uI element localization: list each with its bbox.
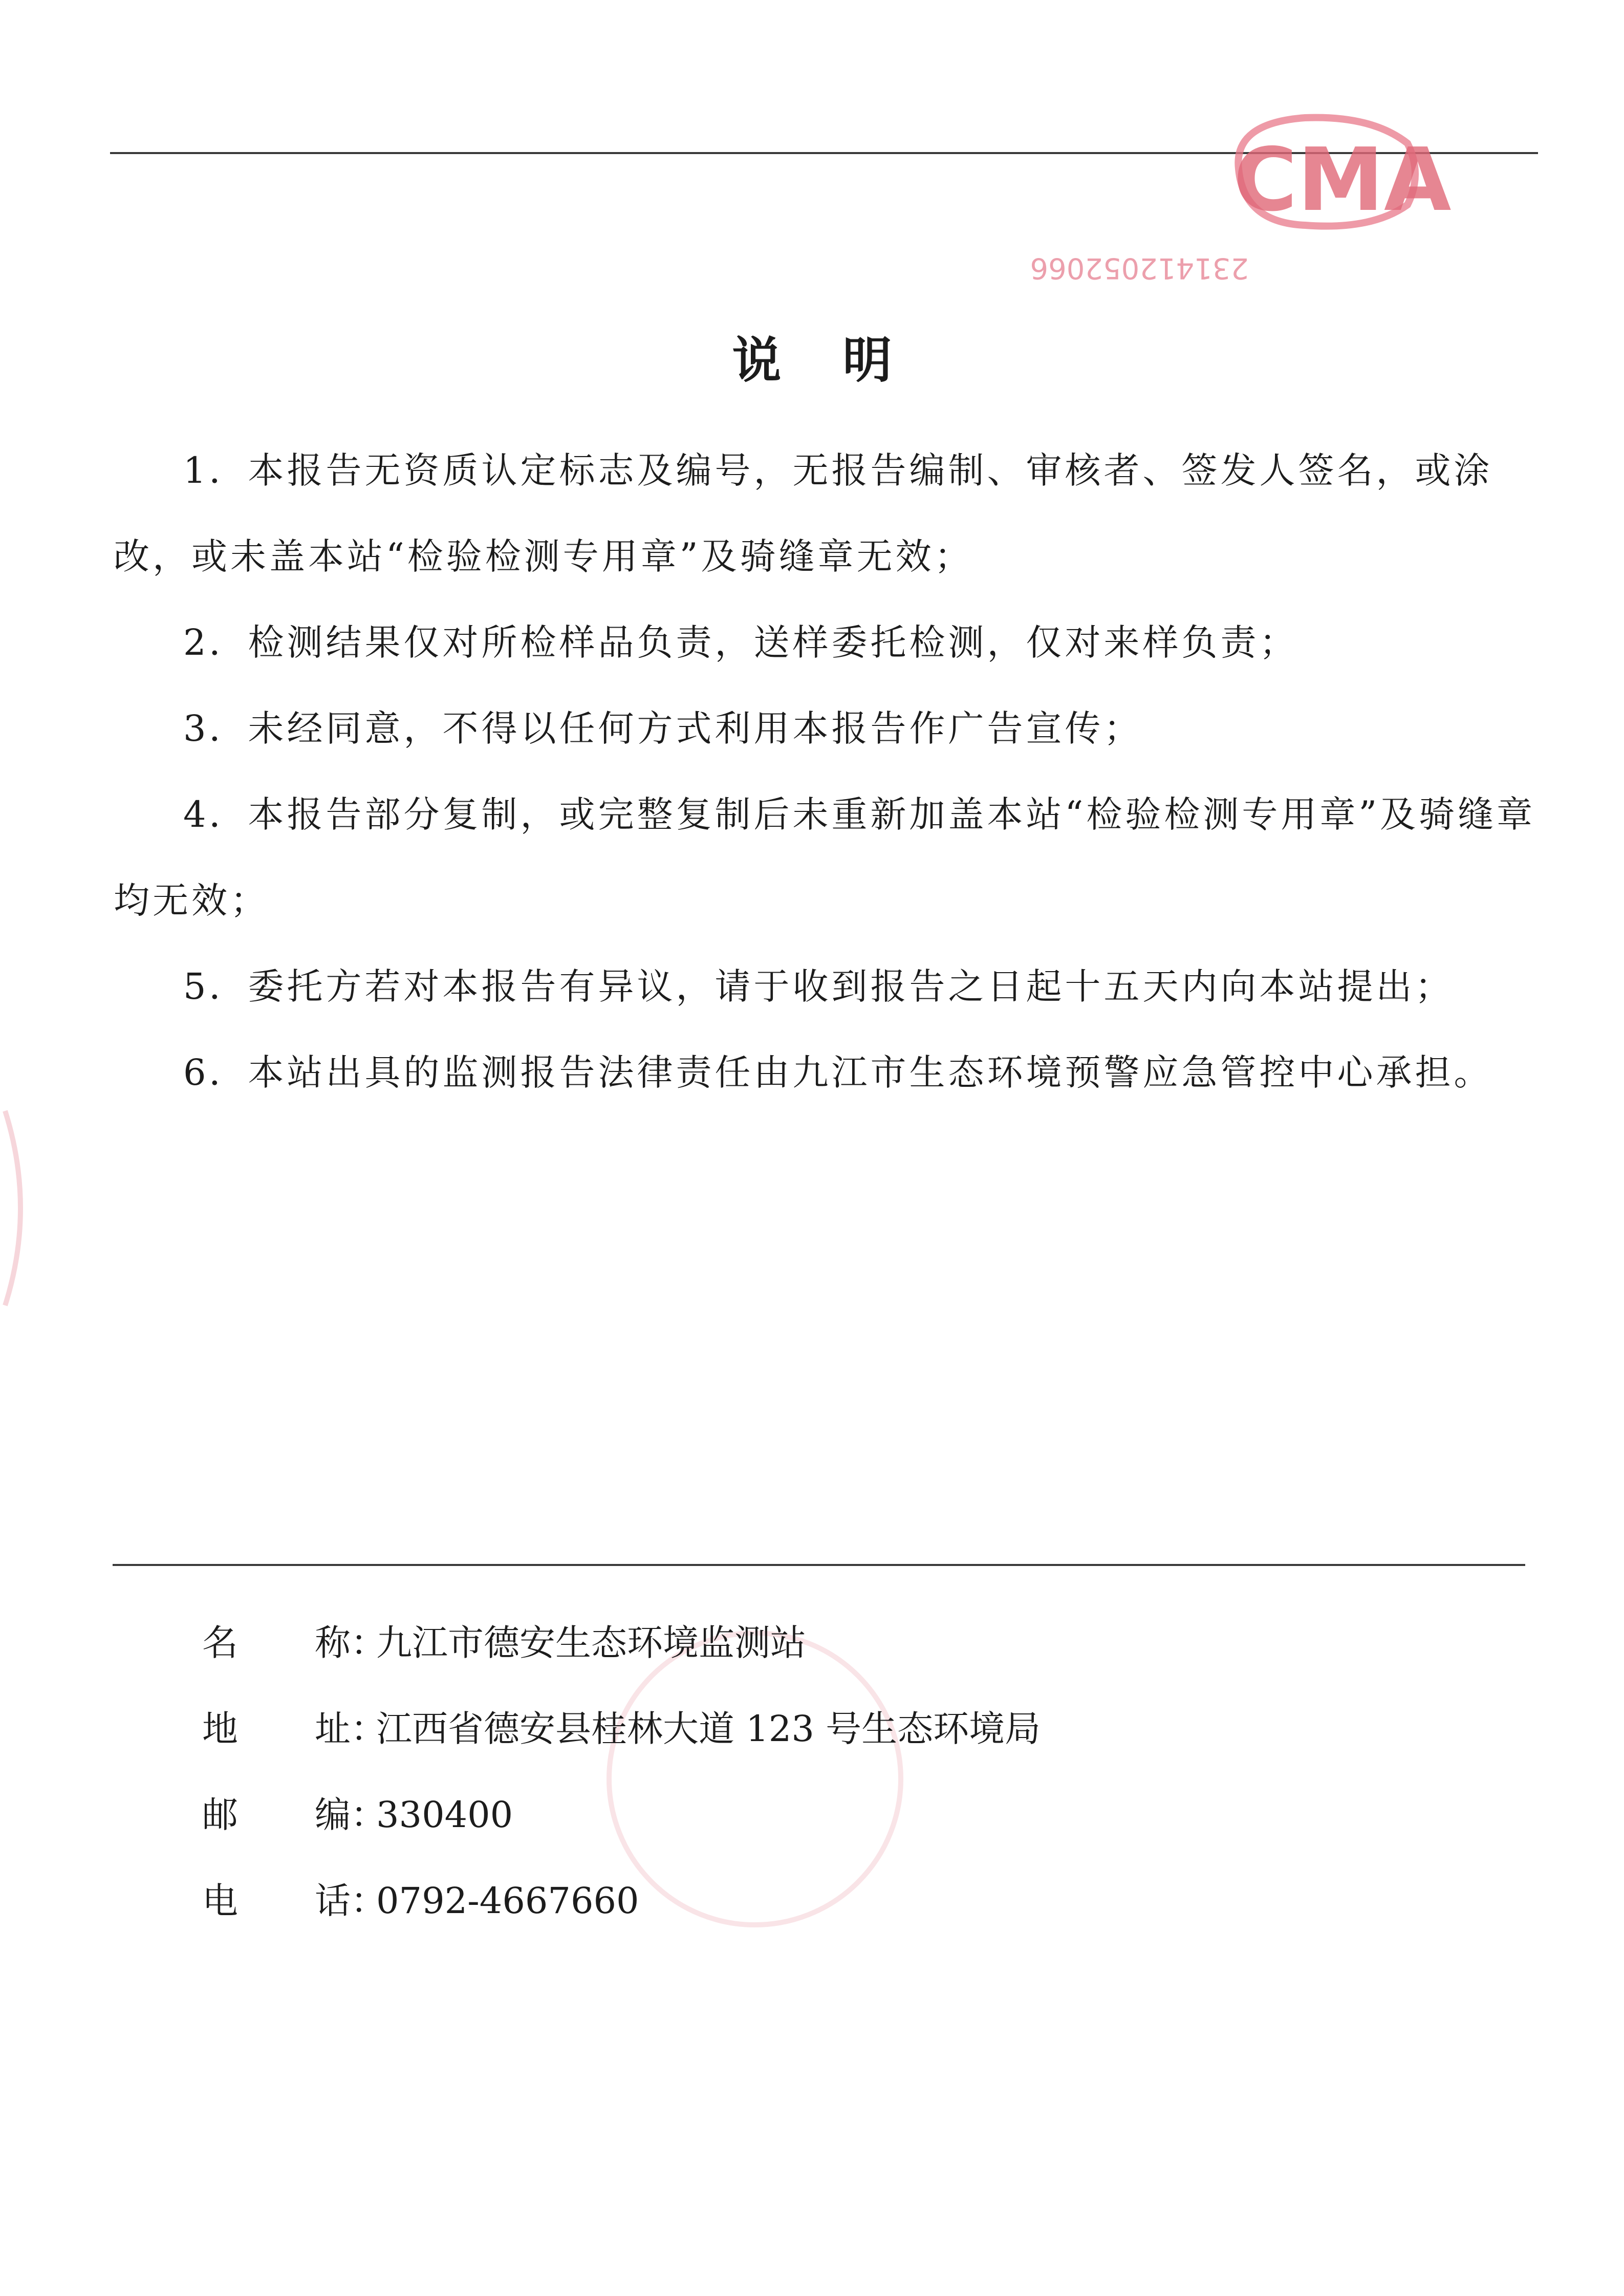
info-postcode-row	[202, 1772, 1041, 1858]
note-6: 6．本站出具的监测报告法律责任由九江市生态环境预警应急管控中心承担。	[183, 1052, 1493, 1093]
note-1: 1．本报告无资质认定标志及编号，无报告编制、审核者、签发人签名，或涂改，或未盖本站“检验检测专用章”及骑缝章无效；	[114, 449, 1493, 577]
info-address-row	[202, 1686, 1041, 1772]
info-name-value: 九江市德安生态环境监测站	[376, 1622, 806, 1664]
bottom-divider	[113, 1564, 1525, 1566]
info-phone-value: 0792-4667660	[376, 1880, 639, 1922]
info-phone-row	[202, 1858, 1041, 1944]
cma-seal-logo: CMA	[1233, 130, 1452, 231]
info-postcode-value: 330400	[376, 1794, 513, 1836]
note-5: 5．委托方若对本报告有异议，请于收到报告之日起十五天内向本站提出；	[183, 965, 1454, 1007]
cma-seal-stamp	[1030, 102, 1452, 317]
edge-seal-fragment	[0, 1101, 41, 1316]
info-address-value: 江西省德安县桂林大道 123 号生态环境局	[376, 1708, 1041, 1750]
info-postcode-label: 邮 编：	[202, 1794, 386, 1836]
info-name-row	[202, 1600, 1041, 1686]
notes-list	[114, 427, 1536, 1115]
note-2: 2．检测结果仅对所检样品负责，送样委托检测，仅对来样负责；	[183, 621, 1298, 663]
info-phone-label: 电 话：	[202, 1880, 386, 1922]
cma-seal-code: 231412052066	[1030, 251, 1249, 285]
page-title: 说明	[732, 331, 954, 390]
contact-info	[202, 1600, 1041, 1944]
info-name-label: 名 称：	[202, 1622, 386, 1664]
info-address-label: 地 址：	[202, 1708, 386, 1750]
note-3: 3．未经同意，不得以任何方式利用本报告作广告宣传；	[183, 707, 1143, 749]
note-4: 4．本报告部分复制，或完整复制后未重新加盖本站“检验检测专用章”及骑缝章均无效；	[114, 793, 1536, 921]
